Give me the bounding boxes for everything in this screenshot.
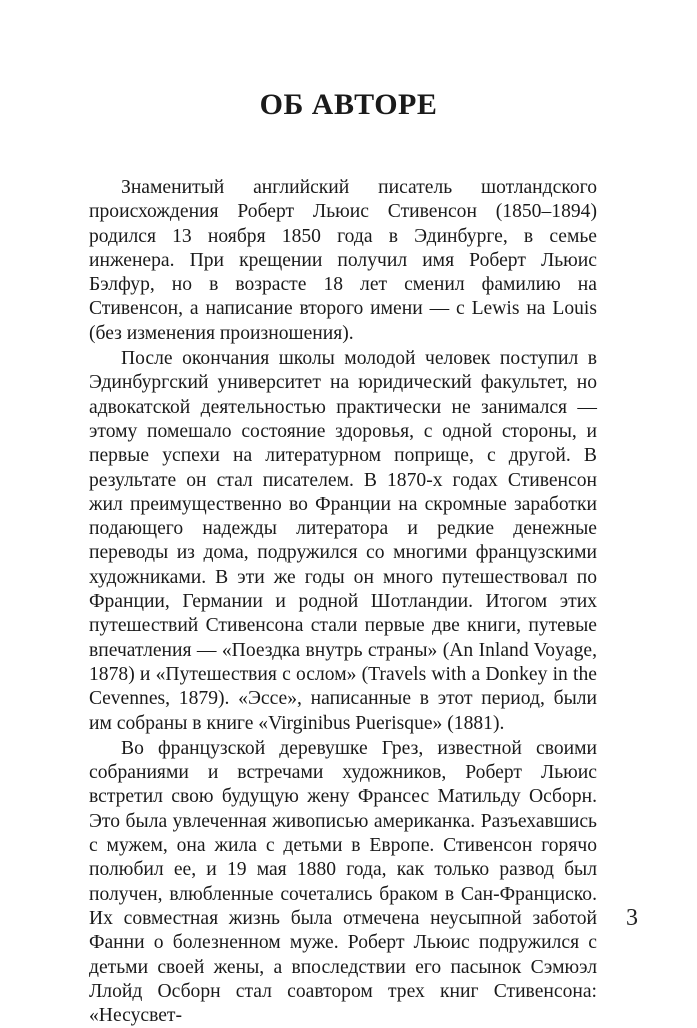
- body-text: [89, 176, 597, 1028]
- paragraph-2: После окончания школы молодой человек поступил в Эдинбургский университет на юридический факультет, но адвокатской деятельностью практически не занимался — этому помешало состояние здоровья, с одной стороны, и первые успехи на литературном поприще, с другой. В результате он стал писателем. В 1870-х годах Стивенсон жил преимущественно во Франции на скромные заработки подающего надежды литератора и редкие денежные переводы из дома, подружился со многими французскими художниками. В эти же годы он много путешествовал по Франции, Германии и родной Шотландии. Итогом этих путешествий Стивенсона стали первые две книги, путевые впечатления — «Поездка внутрь страны» (An Inland Voyage, 1878) и «Путешествия с ослом» (Travels with a Donkey in the Cevennes, 1879). «Эссе», написанные в этот период, были им собраны в книге «Virginibus Puerisque» (1881).: [89, 348, 597, 734]
- page-title: ОБ АВТОРЕ: [259, 88, 438, 121]
- paragraph-3: Во французской деревушке Грез, известной своими собраниями и встречами художников, Роберт Льюис встретил свою будущую жену Франсес Матильду Осборн. Это была увлеченная живописью американка. Разъехавшись с мужем, она жила с детьми в Европе. Стивенсон горячо полюбил ее, и 19 мая 1880 года, как только развод был получен, влюбленные сочетались браком в Сан-Франциско. Их совместная жизнь была отмечена неусыпной заботой Фанни о болезненном муже. Роберт Льюис подружился с детьми своей жены, а впоследствии его пасынок Сэмюэл Ллойд Осборн стал соавтором трех книг Стивенсона: «Несусвет-: [89, 737, 597, 1027]
- paragraph-1: Знаменитый английский писатель шотландского происхождения Роберт Льюис Стивенсон (1850–1894) родился 13 ноября 1850 года в Эдинбурге, в семье инженера. При крещении получил имя Роберт Льюис Бэлфур, но в возрасте 18 лет сменил фамилию на Стивенсон, а написание второго имени — с Lewis на Louis (без изменения произношения).: [89, 177, 597, 344]
- page-number: 3: [626, 905, 638, 931]
